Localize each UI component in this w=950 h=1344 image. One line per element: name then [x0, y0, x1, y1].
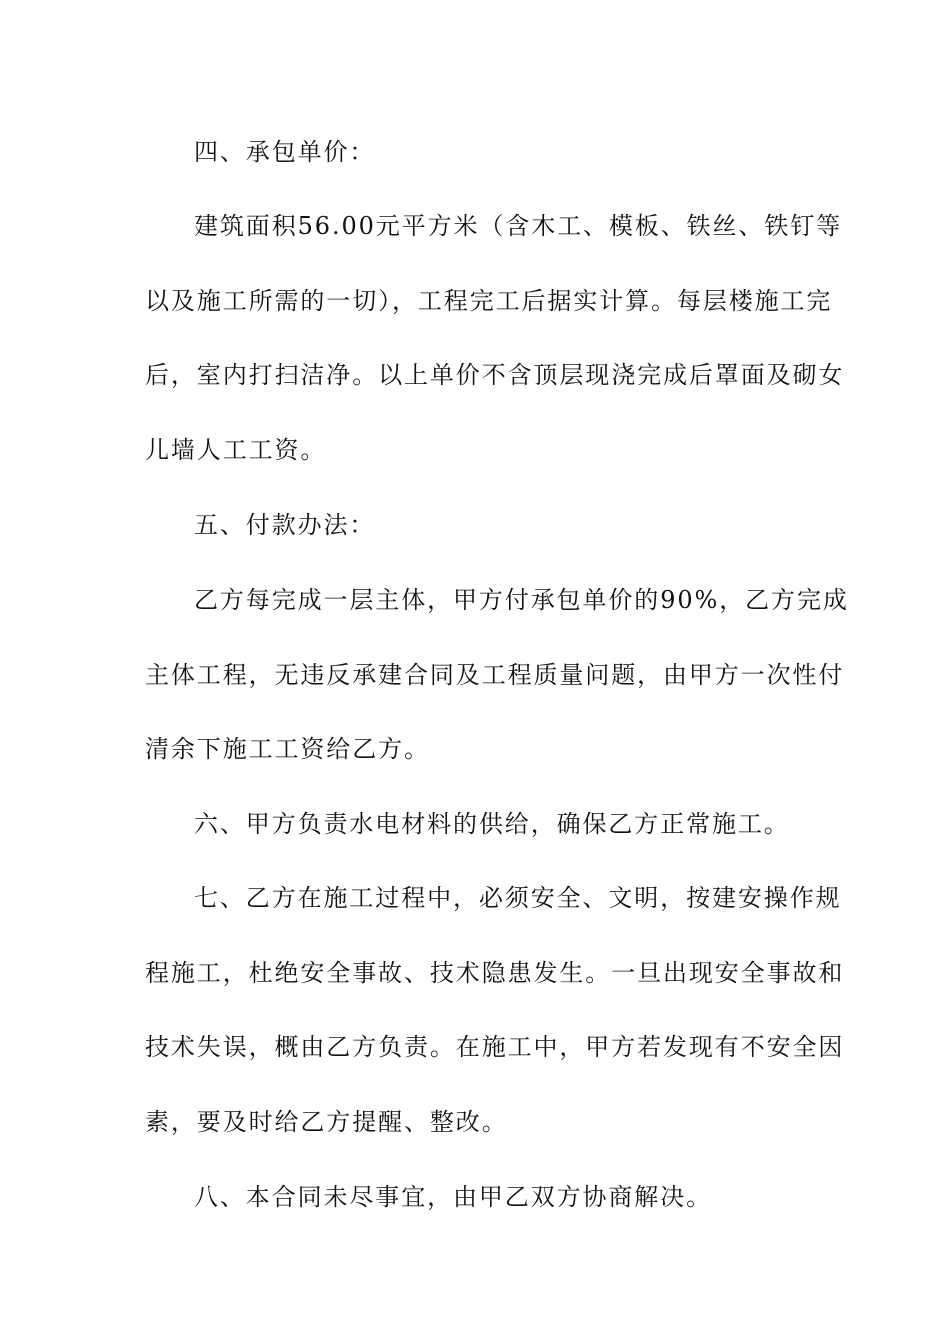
- section-4-line-1: 建筑面积56.00元平方米（含木工、模板、铁丝、铁钉等: [194, 212, 843, 240]
- section-7-line-1: 七、乙方在施工过程中，必须安全、文明，按建安操作规: [194, 884, 842, 912]
- section-5-line-1: 乙方每完成一层主体，甲方付承包单价的90%，乙方完成: [194, 586, 849, 614]
- section-7-line-3: 技术失误，概由乙方负责。在施工中，甲方若发现有不安全因: [145, 1033, 845, 1061]
- section-5-line-2: 主体工程，无违反承建合同及工程质量问题，由甲方一次性付: [145, 661, 845, 689]
- section-8-line-1: 八、本合同未尽事宜，由甲乙双方协商解决。: [194, 1183, 712, 1211]
- section-4-line-4: 儿墙人工工资。: [145, 436, 327, 464]
- section-7-line-2: 程施工，杜绝安全事故、技术隐患发生。一旦出现安全事故和: [145, 959, 845, 987]
- section-6-line-1: 六、甲方负责水电材料的供给，确保乙方正常施工。: [194, 810, 790, 838]
- section-4-heading: 四、承包单价：: [194, 138, 376, 166]
- section-4-line-3: 后，室内打扫洁净。以上单价不含顶层现浇完成后罩面及砌女: [145, 361, 845, 389]
- section-4-line-2: 以及施工所需的一切），工程完工后据实计算。每层楼施工完: [145, 287, 833, 315]
- section-5-heading: 五、付款办法：: [194, 511, 376, 539]
- section-5-line-3: 清余下施工工资给乙方。: [145, 735, 430, 763]
- section-7-line-4: 素，要及时给乙方提醒、整改。: [145, 1108, 508, 1136]
